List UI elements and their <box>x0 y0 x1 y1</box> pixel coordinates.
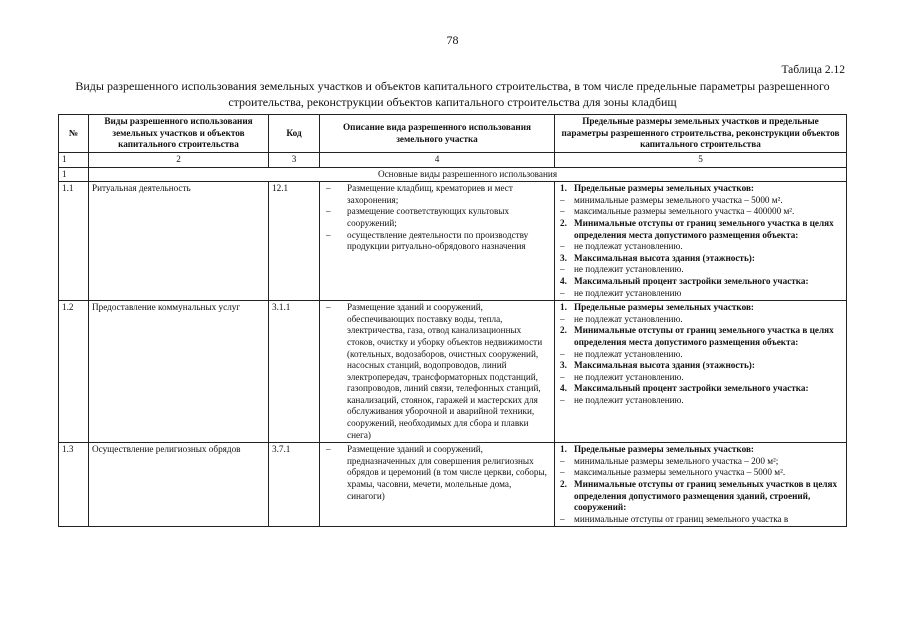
land-use-table <box>58 114 847 527</box>
limit-number: 2. <box>560 325 567 336</box>
use-description <box>320 301 555 443</box>
row-number: 1.2 <box>59 301 89 443</box>
limit-number: 1. <box>560 302 567 313</box>
limit-heading-text: Минимальные отступы от границ земельных участков в целях определения допустимого размещения зданий, строений, сооружений: <box>574 479 838 513</box>
limit-heading <box>558 302 843 314</box>
header-limits: Предельные размеры земельных участков и предельные параметры разрешенного строительства, реконструкции объектов капитального строительства <box>555 115 847 153</box>
limit-heading-text: Максимальный процент застройки земельного участка: <box>574 383 809 394</box>
table-row <box>59 443 847 527</box>
description-item: – осуществление деятельности по производству продукции ритуально-обрядового назначения <box>323 230 551 253</box>
limit-heading <box>558 360 843 372</box>
limit-heading-text: Максимальная высота здания (этажность): <box>574 252 755 263</box>
limit-value: – минимальные размеры земельного участка – 200 м²; <box>558 456 843 468</box>
header-types: Виды разрешенного использования земельных участков и объектов капитального строительства <box>89 115 269 153</box>
limit-value: – не подлежит установлению. <box>558 395 843 407</box>
limit-heading <box>558 218 843 241</box>
limits-cell <box>555 182 847 301</box>
limit-number: 4. <box>560 275 567 286</box>
limit-heading <box>558 479 843 514</box>
column-number: 2 <box>89 153 269 168</box>
use-type-code: 3.1.1 <box>269 301 320 443</box>
description-item: – Размещение зданий и сооружений, обеспечивающих поставку воды, тепла, электричества, газа, отвод канализационных стоков, очистку и уборку объектов недвижимости (котельных, водозаборов, очистных сооружений, насосных станций, водопроводов, линий электропередач, трансформаторных подстанций, газопроводов, линий связи, телефонных станций, канализаций, стоянок, гаражей и мастерских для обслуживания уборочной и аварийной техники, сооружений, необходимых для сбора и плавки снега) <box>323 302 551 441</box>
limit-heading <box>558 183 843 195</box>
description-item: – Размещение зданий и сооружений, предназначенных для совершения религиозных обрядов и церемоний (в том числе церкви, соборы, храмы, часовни, мечети, молельные дома, синагоги) <box>323 444 551 502</box>
column-number: 3 <box>269 153 320 168</box>
use-type-name: Предоставление коммунальных услуг <box>89 301 269 443</box>
limit-value: – не подлежат установлению. <box>558 241 843 253</box>
limit-value: – не подлежат установлению. <box>558 349 843 361</box>
limit-heading-text: Минимальные отступы от границ земельного участка в целях определения места допустимого размещения объекта: <box>574 217 834 240</box>
limit-number: 3. <box>560 360 567 371</box>
table-caption: Виды разрешенного использования земельных участков и объектов капитального строительства, в том числе предельные параметры разрешенного строительства, реконструкции объектов капитального строительства для зоны кладбищ <box>75 79 830 109</box>
description-item: – Размещение кладбищ, крематориев и мест захоронения; <box>323 183 551 206</box>
row-number: 1.3 <box>59 443 89 527</box>
description-list <box>323 444 551 502</box>
use-description <box>320 443 555 527</box>
limit-value: – не подлежат установлению. <box>558 314 843 326</box>
limits-cell <box>555 301 847 443</box>
section-title: Основные виды разрешенного использования <box>89 167 847 182</box>
limit-heading <box>558 253 843 265</box>
limit-value: – минимальные отступы от границ земельного участка в <box>558 514 843 526</box>
limit-number: 1. <box>560 183 567 194</box>
table-row <box>59 301 847 443</box>
column-number: 1 <box>59 153 89 168</box>
description-item: – размещение соответствующих культовых сооружений; <box>323 206 551 229</box>
section-number: 1 <box>59 167 89 182</box>
use-type-code: 12.1 <box>269 182 320 301</box>
limit-heading-text: Минимальные отступы от границ земельного участка в целях определения места допустимого размещения объекта: <box>574 325 834 347</box>
limit-value: – максимальные размеры земельного участка – 400000 м². <box>558 206 843 218</box>
limit-heading-text: Максимальный процент застройки земельного участка: <box>574 275 809 286</box>
use-type-name: Ритуальная деятельность <box>89 182 269 301</box>
limit-heading-text: Предельные размеры земельных участков: <box>574 302 754 313</box>
limit-heading-text: Максимальная высота здания (этажность): <box>574 360 755 371</box>
section-row <box>59 167 847 182</box>
limit-number: 3. <box>560 252 567 263</box>
limit-heading <box>558 383 843 395</box>
limit-number: 1. <box>560 444 567 455</box>
header-num: № <box>59 115 89 153</box>
limits-cell <box>555 443 847 527</box>
limit-number: 4. <box>560 383 567 394</box>
header-description: Описание вида разрешенного использования земельного участка <box>320 115 555 153</box>
use-type-code: 3.7.1 <box>269 443 320 527</box>
limit-number: 2. <box>560 479 567 490</box>
page-number: 78 <box>446 33 459 47</box>
limit-heading <box>558 444 843 456</box>
column-number: 5 <box>555 153 847 168</box>
limit-heading <box>558 276 843 288</box>
description-list <box>323 183 551 253</box>
limit-value: – не подлежит установлению. <box>558 372 843 384</box>
limit-value: – не подлежит установлению <box>558 288 843 300</box>
description-list <box>323 302 551 441</box>
table-label: Таблица 2.12 <box>781 64 845 76</box>
limit-value: – не подлежит установлению. <box>558 264 843 276</box>
limit-heading-text: Предельные размеры земельных участков: <box>574 183 754 194</box>
header-code: Код <box>269 115 320 153</box>
table-row <box>59 182 847 301</box>
limit-value: – минимальные размеры земельного участка – 5000 м². <box>558 195 843 207</box>
column-number-row <box>59 153 847 168</box>
limit-number: 2. <box>560 217 567 228</box>
column-number: 4 <box>320 153 555 168</box>
limit-heading <box>558 325 843 348</box>
limit-heading-text: Предельные размеры земельных участков: <box>574 444 754 455</box>
use-type-name: Осуществление религиозных обрядов <box>89 443 269 527</box>
use-description <box>320 182 555 301</box>
limit-value: – максимальные размеры земельного участка – 5000 м². <box>558 467 843 479</box>
row-number: 1.1 <box>59 182 89 301</box>
